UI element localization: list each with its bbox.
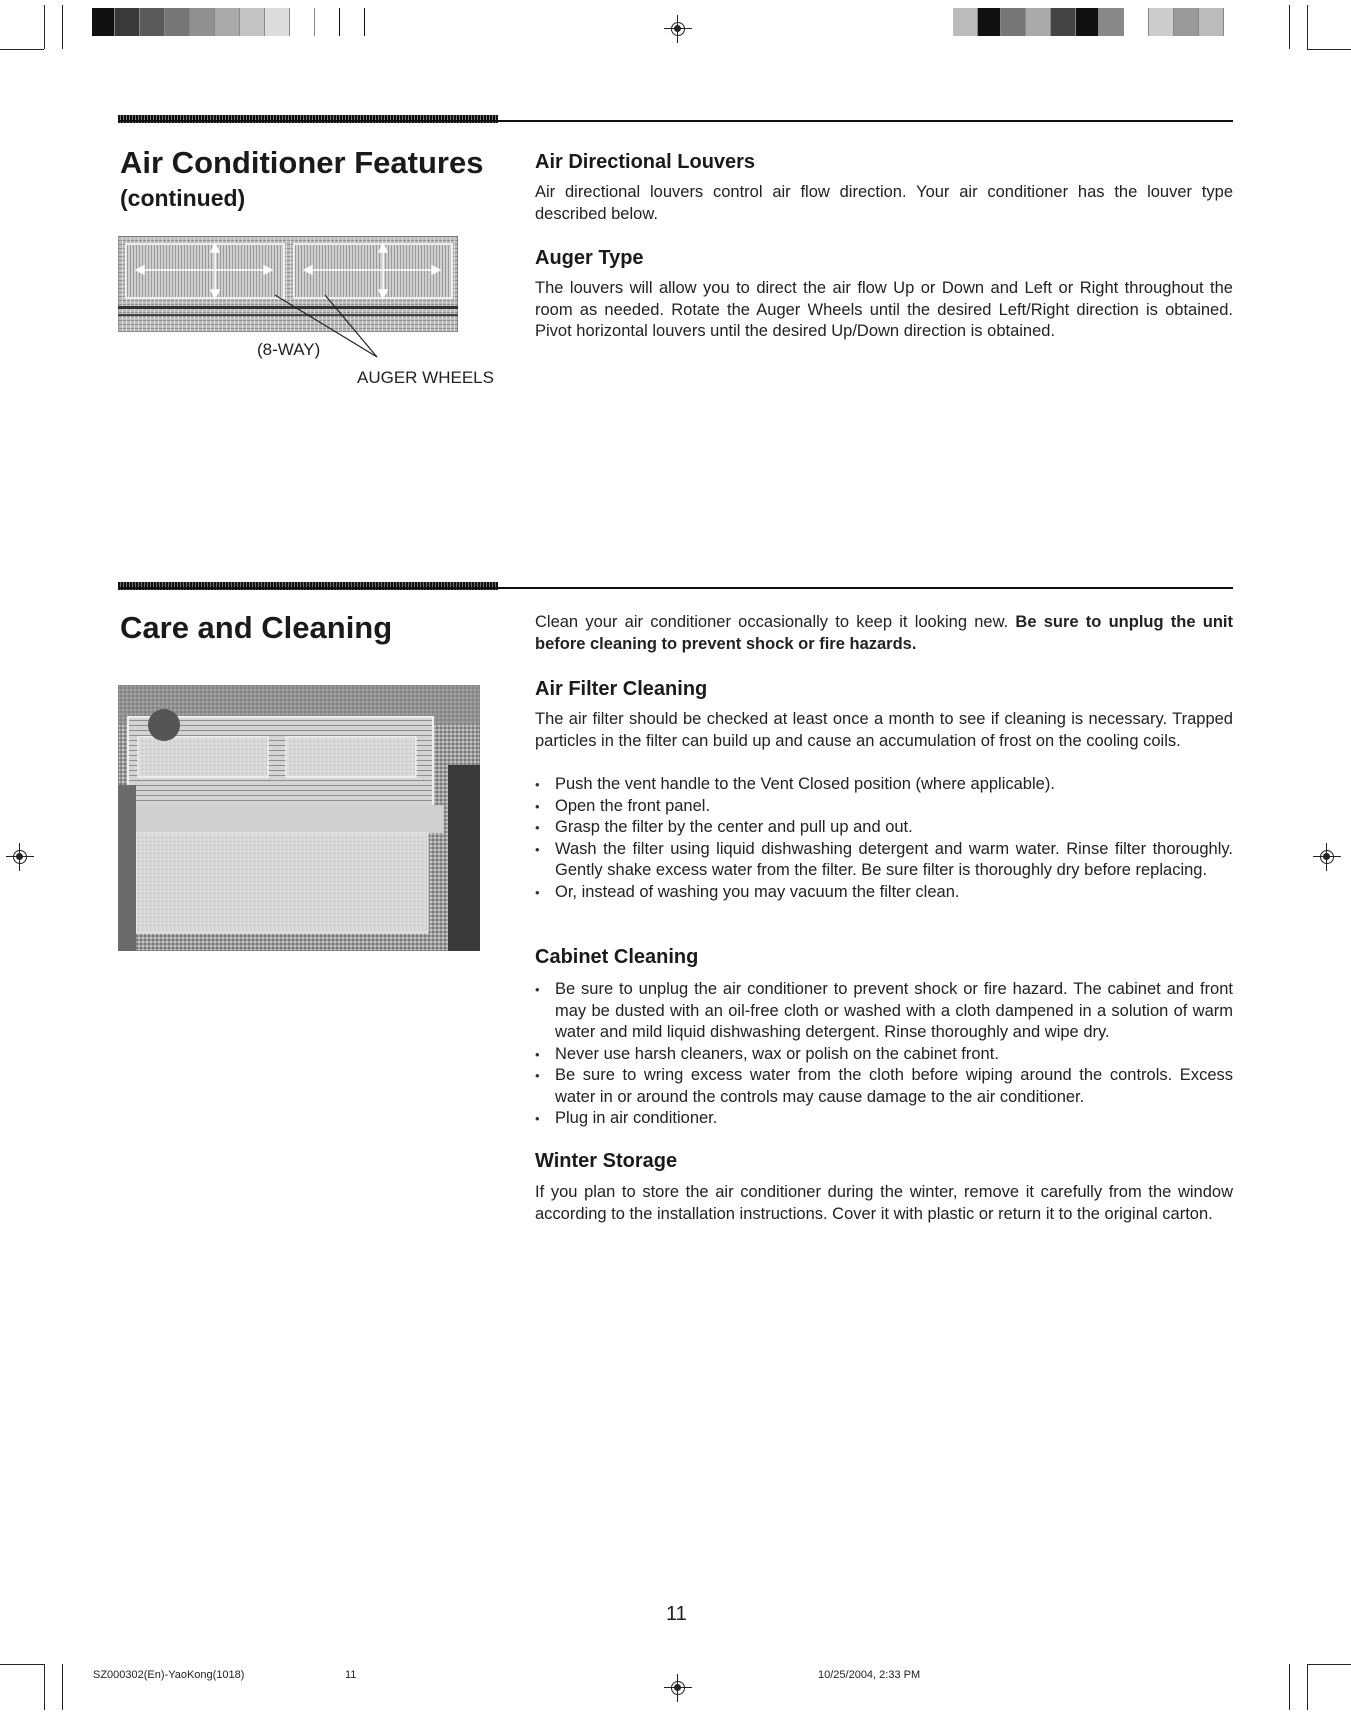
- slug-filename: SZ000302(En)-YaoKong(1018): [93, 1669, 245, 1681]
- paragraph: The air filter should be checked at least once a month to see if cleaning is necessary. Trapped particles in the filter can build up and cause an accumulation of frost on the cooling coils.: [535, 710, 1233, 750]
- crop-mark: [62, 5, 63, 49]
- crop-mark: [62, 1664, 63, 1710]
- paragraph: The louvers will allow you to direct the air flow Up or Down and Left or Right throughout the room as needed. Rotate the Auger Wheels until the desired Left/Right direction is obtained. Pivot horizontal louvers until the desired Up/Down direction is obtained.: [535, 279, 1233, 340]
- filter-bullet-list: [533, 774, 1233, 903]
- crop-mark: [0, 1664, 44, 1665]
- crop-mark: [44, 5, 45, 49]
- list-item: • Wash the filter using liquid dishwashing detergent and warm water. Rinse filter thoroughly. Gently shake excess water from the filter. Be sure filter is thoroughly dry before replacing.: [533, 839, 1233, 882]
- crop-mark: [1307, 5, 1308, 49]
- subsection-heading: Air Filter Cleaning: [535, 678, 708, 700]
- color-calibration-bar-left: [92, 8, 365, 36]
- subsection-heading: Winter Storage: [535, 1150, 678, 1172]
- section-rule: [118, 120, 1233, 122]
- cabinet-bullet-list: [533, 979, 1233, 1130]
- paragraph: Air directional louvers control air flow direction. Your air conditioner has the louver type described below.: [535, 183, 1233, 223]
- intro-paragraph: [535, 612, 1233, 655]
- intro-warning: Be sure to unplug the unit before cleaning to prevent shock or fire hazards.: [535, 613, 1234, 653]
- paragraph: If you plan to store the air conditioner during the winter, remove it carefully from the window according to the installation instructions. Cover it with plastic or return it to the original carton.: [535, 1183, 1233, 1223]
- registration-mark-icon: [1313, 843, 1341, 871]
- section-title: Care and Cleaning: [120, 610, 393, 645]
- crop-mark: [0, 49, 44, 50]
- list-item: • Plug in air conditioner.: [533, 1108, 1233, 1130]
- crop-mark: [1289, 1664, 1290, 1710]
- list-item: • Grasp the filter by the center and pull up and out.: [533, 817, 1233, 839]
- figure-label-auger-wheels: AUGER WHEELS: [357, 368, 494, 387]
- subsection-heading: Auger Type: [535, 247, 644, 269]
- air-conditioner-photo: [118, 685, 480, 951]
- section-rule: [118, 587, 1233, 589]
- crop-mark: [1307, 1664, 1308, 1710]
- slug-page: 11: [345, 1669, 357, 1681]
- crop-mark: [1289, 5, 1290, 49]
- slug-timestamp: 10/25/2004, 2:33 PM: [818, 1669, 921, 1681]
- figure-label-8-way: (8-WAY): [257, 340, 321, 359]
- crop-mark: [1307, 1664, 1351, 1665]
- list-item: • Push the vent handle to the Vent Closed position (where applicable).: [533, 774, 1233, 796]
- list-item: • Open the front panel.: [533, 796, 1233, 818]
- section-subtitle: (continued): [120, 185, 246, 211]
- color-calibration-bar-right: [953, 8, 1224, 36]
- intro-text: Clean your air conditioner occasionally to keep it looking new.: [535, 613, 1016, 631]
- subsection-heading: Cabinet Cleaning: [535, 946, 699, 968]
- page-number: 11: [666, 1603, 687, 1625]
- crop-mark: [1307, 49, 1351, 50]
- list-item: • Or, instead of washing you may vacuum the filter clean.: [533, 882, 1233, 904]
- subsection-heading: Air Directional Louvers: [535, 151, 756, 173]
- registration-mark-icon: [664, 1674, 692, 1702]
- list-item: • Be sure to unplug the air conditioner to prevent shock or fire hazard. The cabinet and front may be dusted with an oil-free cloth or washed with a cloth dampened in a solution of warm water and mild liquid dishwashing detergent. Rinse thoroughly and wipe dry.: [533, 979, 1233, 1044]
- list-item: • Never use harsh cleaners, wax or polish on the cabinet front.: [533, 1044, 1233, 1066]
- section-title: Air Conditioner Features: [120, 145, 484, 180]
- registration-mark-icon: [6, 843, 34, 871]
- crop-mark: [44, 1664, 45, 1710]
- list-item: • Be sure to wring excess water from the cloth before wiping around the controls. Excess water in or around the controls may cause damage to the air conditioner.: [533, 1065, 1233, 1108]
- registration-mark-icon: [664, 15, 692, 43]
